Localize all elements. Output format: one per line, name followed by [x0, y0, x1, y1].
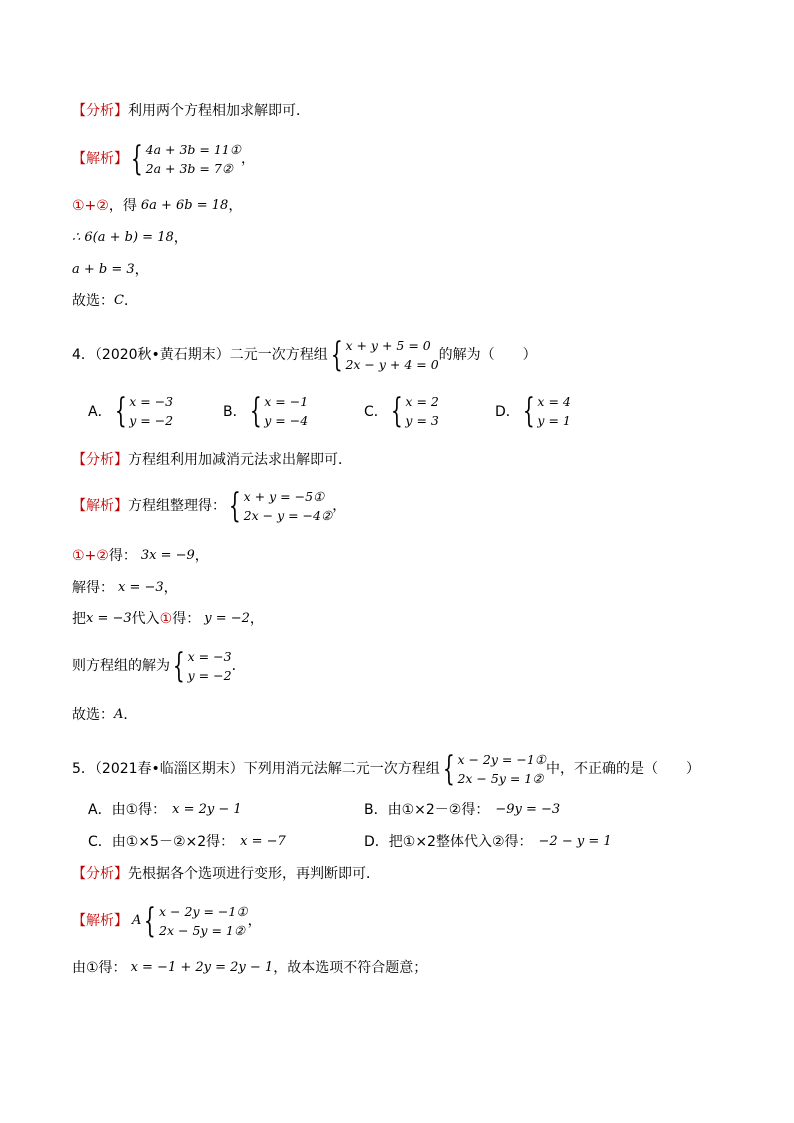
q4-answer: 故选： A ．: [72, 707, 138, 723]
analysis-tag: 【分析】: [72, 103, 128, 119]
q5-option-b: B．由①×2－②得： −9y = −3: [364, 801, 561, 818]
q5-solution: 【解析】 A { x − 2y = −1① 2x − 5y = 1② ，: [72, 901, 262, 941]
analysis-text: 利用两个方程相加求解即可．: [128, 103, 310, 119]
q5-option-c: C．由①×5－②×2得： x = −7: [88, 833, 286, 850]
q4-step-1: ①+② 得： 3x = −9 ，: [72, 548, 209, 564]
q4-stem: 4．（2020秋•黄石期末）二元一次方程组 { x + y + 5 = 0 2x − y + 4 = 0 的解为（ ）: [72, 335, 537, 375]
q3-analysis: [72, 101, 310, 121]
q5-step-1: 由①得： x = −1 + 2y = 2y − 1 ，故本选项不符合题意；: [72, 960, 428, 976]
q5-stem: 5．（2021春•临淄区期末）下列用消元法解二元一次方程组 { x − 2y = −1① 2x − 5y = 1② 中，不正确的是（ ）: [72, 749, 700, 789]
q5-analysis: 【分析】 先根据各个选项进行变形，再判断即可．: [72, 866, 380, 882]
q4-option-a: A． { x = −3 y = −2: [88, 391, 174, 431]
q3-answer: 故选： C ．: [72, 293, 138, 309]
q4-step-4: 则方程组的解为 { x = −3 y = −2 ．: [72, 646, 246, 686]
equation-system: { 4a + 3b = 11① 2a + 3b = 7②: [130, 139, 241, 179]
q4-option-c: C． { x = 2 y = 3: [364, 391, 439, 431]
q4-analysis: 【分析】 方程组利用加减消元法求出解即可．: [72, 452, 352, 468]
q4-step-3: 把 x = −3 代入 ① 得： y = −2 ，: [72, 611, 264, 627]
q3-step-2: ∴ 6(a + b) = 18 ，: [72, 230, 188, 246]
q4-option-d: D． { x = 4 y = 1: [495, 391, 571, 431]
q4-solution: 【解析】 方程组整理得： { x + y = −5① 2x − y = −4② ，: [72, 486, 347, 526]
q5-option-d: D．把①×2整体代入②得： −2 − y = 1: [364, 833, 612, 850]
equation-system: { x + y + 5 = 0 2x − y + 4 = 0: [330, 335, 439, 375]
q3-step-1: ①+② ，得 6a + 6b = 18 ，: [72, 198, 243, 214]
solution-tag: 【解析】: [72, 151, 128, 167]
system-equation-1: 4a + 3b = 11①: [145, 142, 241, 157]
q3-solution: 【解析】 { 4a + 3b = 11① 2a + 3b = 7② ，: [72, 139, 255, 179]
q4-step-2: 解得： x = −3 ，: [72, 580, 178, 596]
q4-option-b: B． { x = −1 y = −4: [223, 391, 309, 431]
q5-option-a: A．由①得： x = 2y − 1: [88, 801, 242, 818]
q3-step-3: a + b = 3 ，: [72, 262, 149, 278]
system-equation-2: 2a + 3b = 7②: [145, 161, 234, 176]
